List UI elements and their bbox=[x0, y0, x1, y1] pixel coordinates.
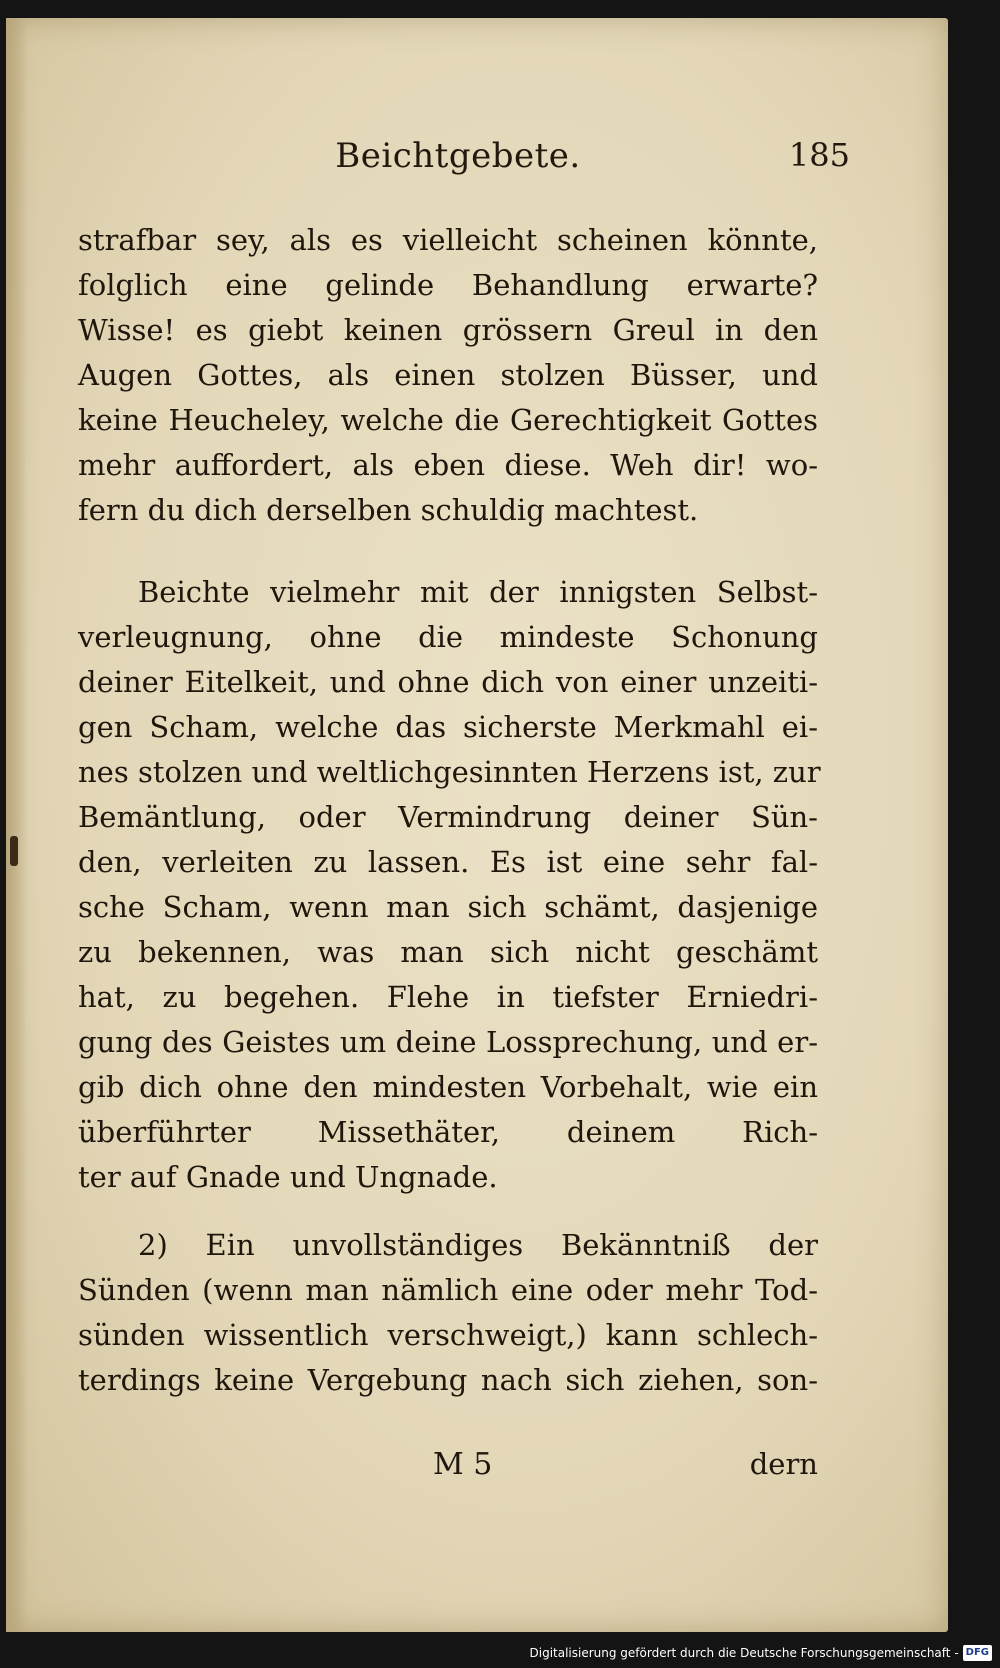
text-line: gib dich ohne den mindesten Vorbehalt, wie ein bbox=[78, 1070, 818, 1104]
text-line: deiner Eitelkeit, und ohne dich von einer unzeiti- bbox=[78, 665, 818, 699]
page-number: 185 bbox=[788, 136, 850, 174]
text-line: Wisse! es giebt keinen grössern Greul in den bbox=[78, 313, 818, 347]
paragraph-1 bbox=[78, 218, 818, 533]
text-line: zu bekennen, was man sich nicht geschämt bbox=[78, 935, 818, 969]
text-line: gung des Geistes um deine Lossprechung, und er- bbox=[78, 1025, 818, 1059]
text-line: sünden wissentlich verschweigt,) kann schlech- bbox=[78, 1318, 818, 1352]
text-line: Beichte vielmehr mit der innigsten Selbst- bbox=[138, 575, 818, 609]
credit-text: Digitalisierung gefördert durch die Deutsche Forschungsgemeinschaft - bbox=[529, 1646, 959, 1660]
text-line: verleugnung, ohne die mindeste Schonung bbox=[78, 620, 818, 654]
catchword: dern bbox=[749, 1447, 818, 1481]
page-header bbox=[66, 136, 850, 196]
text-line: strafbar sey, als es vielleicht scheinen könnte, bbox=[78, 223, 818, 257]
text-line: ter auf Gnade und Ungnade. bbox=[78, 1160, 498, 1194]
text-line: mehr auffordert, als eben diese. Weh dir! wo- bbox=[78, 448, 818, 482]
signature-mark: M 5 bbox=[433, 1447, 493, 1482]
page-footer bbox=[78, 1442, 818, 1487]
text-line: sche Scham, wenn man sich schämt, dasjenige bbox=[78, 890, 818, 924]
text-line: Sünden (wenn man nämlich eine oder mehr Tod- bbox=[78, 1273, 818, 1307]
book-page bbox=[6, 18, 948, 1632]
text-line: Bemäntlung, oder Vermindrung deiner Sün- bbox=[78, 800, 818, 834]
binding-mark bbox=[10, 836, 18, 866]
text-line: hat, zu begehen. Flehe in tiefster Erniedri- bbox=[78, 980, 818, 1014]
text-line: keine Heucheley, welche die Gerechtigkeit Gottes bbox=[78, 403, 818, 437]
paragraph-3 bbox=[78, 1223, 818, 1403]
dfg-logo: DFG bbox=[963, 1645, 992, 1661]
text-line: terdings keine Vergebung nach sich ziehen, son- bbox=[78, 1363, 818, 1397]
text-line: nes stolzen und weltlichgesinnten Herzens ist, zur bbox=[78, 755, 821, 789]
text-line: fern du dich derselben schuldig machtest. bbox=[78, 493, 699, 527]
text-line: folglich eine gelinde Behandlung erwarte? bbox=[78, 268, 818, 302]
text-line: gen Scham, welche das sicherste Merkmahl ei- bbox=[78, 710, 818, 744]
text-line: 2) Ein unvollständiges Bekänntniß der bbox=[138, 1228, 818, 1262]
text-line: den, verleiten zu lassen. Es ist eine sehr fal- bbox=[78, 845, 818, 879]
text-line: überführter Missethäter, deinem Rich- bbox=[78, 1115, 818, 1149]
digitization-credit bbox=[530, 1642, 993, 1664]
running-head: Beichtgebete. bbox=[335, 136, 581, 176]
text-line: Augen Gottes, als einen stolzen Büsser, und bbox=[78, 358, 818, 392]
paragraph-2 bbox=[78, 570, 821, 1200]
